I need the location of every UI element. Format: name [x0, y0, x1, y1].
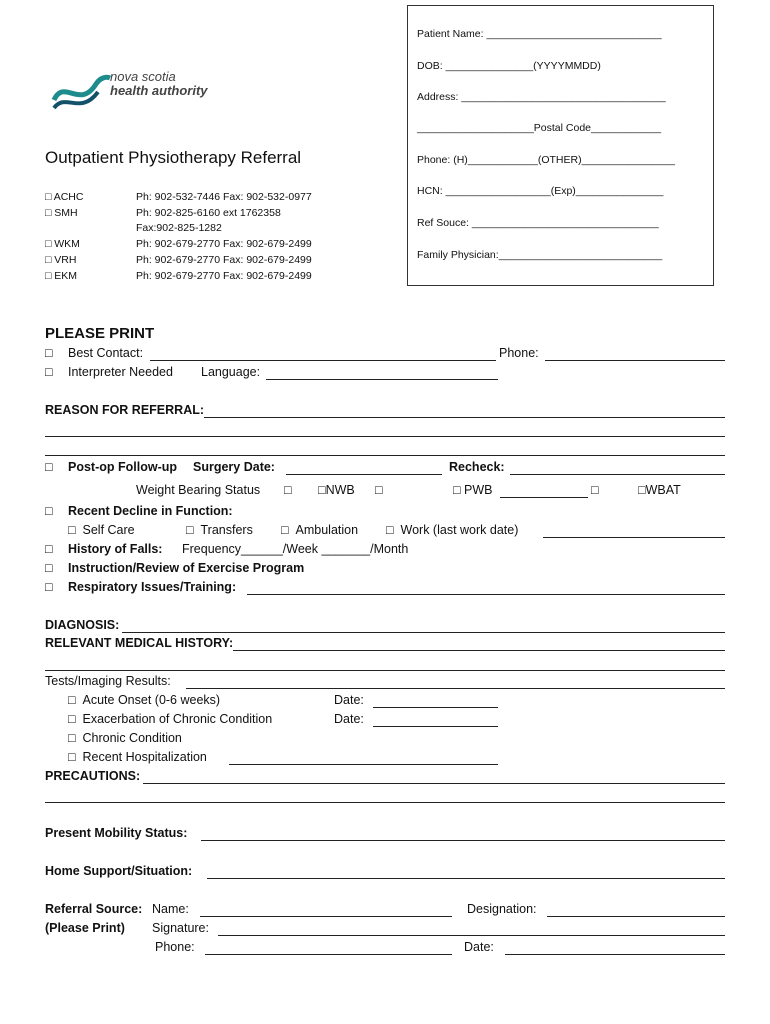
- self-care-option[interactable]: □ Self Care: [68, 523, 135, 537]
- acute-date-input[interactable]: [373, 707, 498, 708]
- wb-checkbox-3[interactable]: □: [591, 483, 599, 497]
- surgery-date-label: Surgery Date:: [193, 460, 275, 474]
- site-smh[interactable]: □ SMH: [45, 207, 78, 219]
- respiratory-checkbox[interactable]: □: [45, 580, 53, 594]
- relevant-history-label: RELEVANT MEDICAL HISTORY:: [45, 636, 234, 650]
- designation-input[interactable]: [547, 916, 725, 917]
- mobility-label: Present Mobility Status:: [45, 826, 188, 840]
- tests-input[interactable]: [186, 688, 725, 689]
- site-smh-fax: Fax:902-825-1282: [136, 222, 222, 234]
- wbat-option[interactable]: □WBAT: [638, 483, 681, 497]
- interpreter-label: Interpreter Needed: [68, 365, 173, 379]
- referral-phone-input[interactable]: [205, 954, 452, 955]
- recent-decline-checkbox[interactable]: □: [45, 504, 53, 518]
- referral-source-label: Referral Source:: [45, 902, 143, 916]
- reason-input-1[interactable]: [204, 417, 725, 418]
- relevant-history-input-1[interactable]: [233, 650, 725, 651]
- recent-decline-label: Recent Decline in Function:: [68, 504, 233, 518]
- pwb-input[interactable]: [500, 497, 588, 498]
- recent-hosp-input[interactable]: [229, 764, 498, 765]
- recheck-input[interactable]: [510, 474, 725, 475]
- patient-phone-field[interactable]: Phone: (H)____________(OTHER)________________: [417, 154, 676, 166]
- postop-label: Post-op Follow-up: [68, 460, 178, 474]
- site-vrh[interactable]: □ VRH: [45, 254, 77, 266]
- exacerbation-date-label: Date:: [334, 712, 364, 726]
- exacerbation-date-input[interactable]: [373, 726, 498, 727]
- instruction-label: Instruction/Review of Exercise Program: [68, 561, 305, 575]
- site-vrh-info: Ph: 902-679-2770 Fax: 902-679-2499: [136, 254, 312, 266]
- respiratory-input[interactable]: [247, 594, 725, 595]
- instruction-checkbox[interactable]: □: [45, 561, 53, 575]
- pwb-option[interactable]: □ PWB: [453, 483, 493, 497]
- precautions-label: PRECAUTIONS:: [45, 769, 141, 783]
- precautions-input-2[interactable]: [45, 802, 725, 803]
- wb-status-label: Weight Bearing Status: [136, 483, 261, 497]
- name-label: Name:: [152, 902, 189, 916]
- language-label: Language:: [201, 365, 261, 379]
- acute-date-label: Date:: [334, 693, 364, 707]
- history-falls-checkbox[interactable]: □: [45, 542, 53, 556]
- ref-source-field[interactable]: Ref Souce: ________________________________: [417, 217, 659, 229]
- patient-name-field[interactable]: Patient Name: ______________________________: [417, 28, 662, 40]
- tests-label: Tests/Imaging Results:: [45, 674, 171, 688]
- reason-label: REASON FOR REFERRAL:: [45, 403, 205, 417]
- work-date-input[interactable]: [543, 537, 725, 538]
- reason-input-2[interactable]: [45, 436, 725, 437]
- best-contact-label: Best Contact:: [68, 346, 144, 360]
- wb-checkbox-2[interactable]: □: [375, 483, 383, 497]
- referral-name-input[interactable]: [200, 916, 452, 917]
- best-contact-checkbox[interactable]: □: [45, 346, 53, 360]
- respiratory-label: Respiratory Issues/Training:: [68, 580, 237, 594]
- referral-phone-label: Phone:: [155, 940, 195, 954]
- logo: [50, 70, 210, 120]
- site-ekm-info: Ph: 902-679-2770 Fax: 902-679-2499: [136, 270, 312, 282]
- logo-line1: nova scotia: [110, 69, 176, 84]
- signature-input[interactable]: [218, 935, 725, 936]
- family-physician-field[interactable]: Family Physician:____________________________: [417, 249, 663, 261]
- hcn-field[interactable]: HCN: __________________(Exp)_______________: [417, 185, 664, 197]
- home-support-label: Home Support/Situation:: [45, 864, 193, 878]
- postop-checkbox[interactable]: □: [45, 460, 53, 474]
- please-print-paren: (Please Print): [45, 921, 125, 935]
- site-achc[interactable]: □ ACHC: [45, 191, 84, 203]
- form-title: Outpatient Physiotherapy Referral: [45, 148, 302, 167]
- reason-input-3[interactable]: [45, 455, 725, 456]
- site-smh-info: Ph: 902-825-6160 ext 1762358: [136, 207, 281, 219]
- site-wkm-info: Ph: 902-679-2770 Fax: 902-679-2499: [136, 238, 312, 250]
- language-input[interactable]: [266, 379, 498, 380]
- frequency-field[interactable]: Frequency______/Week _______/Month: [182, 542, 409, 556]
- phone-input[interactable]: [545, 360, 725, 361]
- acute-option[interactable]: □ Acute Onset (0-6 weeks): [68, 693, 221, 707]
- surgery-date-input[interactable]: [286, 474, 442, 475]
- signature-label: Signature:: [152, 921, 209, 935]
- postal-code-field[interactable]: ____________________Postal Code____________: [417, 122, 662, 134]
- site-wkm[interactable]: □ WKM: [45, 238, 80, 250]
- recheck-label: Recheck:: [449, 460, 505, 474]
- site-ekm[interactable]: □ EKM: [45, 270, 78, 282]
- dob-field[interactable]: DOB: _______________(YYYYMMDD): [417, 60, 601, 72]
- diagnosis-label: DIAGNOSIS:: [45, 618, 120, 632]
- patient-info-box: [407, 5, 714, 286]
- address-field[interactable]: Address: ___________________________________: [417, 91, 666, 103]
- nsha-logo-icon: [50, 70, 112, 116]
- logo-line2: health authority: [110, 83, 208, 98]
- designation-label: Designation:: [467, 902, 537, 916]
- exacerbation-option[interactable]: □ Exacerbation of Chronic Condition: [68, 712, 273, 726]
- ambulation-option[interactable]: □ Ambulation: [281, 523, 359, 537]
- wb-checkbox-1[interactable]: □: [284, 483, 292, 497]
- precautions-input-1[interactable]: [143, 783, 725, 784]
- referral-date-label: Date:: [464, 940, 494, 954]
- site-achc-info: Ph: 902-532-7446 Fax: 902-532-0977: [136, 191, 312, 203]
- best-contact-input[interactable]: [150, 360, 496, 361]
- work-option[interactable]: □ Work (last work date): [386, 523, 519, 537]
- phone-label: Phone:: [499, 346, 539, 360]
- please-print-heading: PLEASE PRINT: [45, 325, 155, 342]
- relevant-history-input-2[interactable]: [45, 670, 725, 671]
- recent-hosp-option[interactable]: □ Recent Hospitalization: [68, 750, 207, 764]
- chronic-option[interactable]: □ Chronic Condition: [68, 731, 182, 745]
- nwb-option[interactable]: □NWB: [318, 483, 355, 497]
- history-falls-label: History of Falls:: [68, 542, 163, 556]
- diagnosis-input[interactable]: [122, 632, 725, 633]
- interpreter-checkbox[interactable]: □: [45, 365, 53, 379]
- home-support-input[interactable]: [207, 878, 725, 879]
- transfers-option[interactable]: □ Transfers: [186, 523, 253, 537]
- referral-date-input[interactable]: [505, 954, 725, 955]
- mobility-input[interactable]: [201, 840, 725, 841]
